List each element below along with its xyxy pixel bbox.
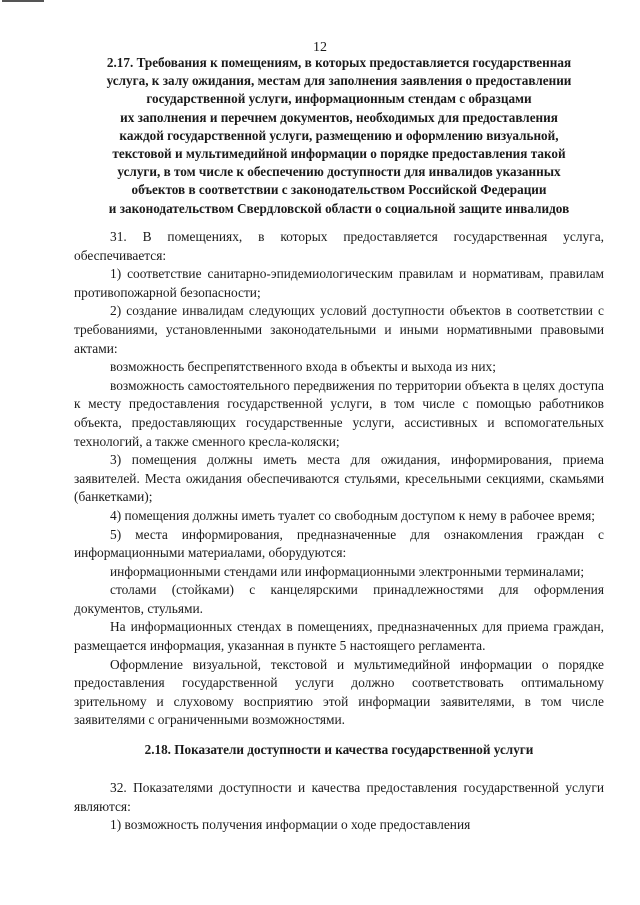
paragraph-entry-tables: столами (стойками) с канцелярскими принадлежностями для оформления документов, стульями. (74, 582, 604, 616)
heading-line: текстовой и мультимедийной информации о порядке предоставления такой (112, 146, 566, 162)
heading-line: объектов в соответствии с законодательством Российской Федерации (131, 182, 547, 198)
section-2-18-heading (74, 741, 604, 759)
paragraph-entry-movement: возможность самостоятельного передвижения по территории объекта в целях доступа к месту предоставления государственной услуги, в том числе с помощью работников объекта, предоставляющих государственные услуги, ассистивных и вспомогательных технологий, а также сменного кресла-коляски; (74, 377, 604, 449)
scan-corner-mark (2, 0, 44, 2)
section-2-18-body (74, 779, 604, 835)
paragraph-32-intro: 32. Показателями доступности и качества предоставления государственной услуги являются: (74, 780, 604, 814)
paragraph-entry-stands: информационными стендами или информационными электронными терминалами; (110, 563, 585, 579)
paragraph-31-intro: 31. В помещениях, в которых предоставляется государственная услуга, обеспечивается: (74, 229, 604, 263)
heading-line: государственной услуги, информационным стендам с образцами (146, 91, 532, 107)
paragraph-design: Оформление визуальной, текстовой и мультимедийной информации о порядке предоставления государственной услуги должно соответствовать оптимальному зрительному и слуховому восприятию этой информации заявителями, в том числе заявителями с ограниченными возможностями. (74, 656, 604, 728)
section-2-17-heading (74, 54, 604, 218)
paragraph-info-stands: На информационных стендах в помещениях, предназначенных для приема граждан, размещается информация, указанная в пункте 5 настоящего регламента. (74, 619, 604, 654)
page-number: 12 (313, 40, 327, 55)
heading-line: 2.18. Показатели доступности и качества государственной услуги (144, 742, 534, 757)
paragraph-entry-access: возможность беспрепятственного входа в объекты и выхода из них; (110, 359, 496, 375)
section-2-17-body (74, 228, 604, 730)
paragraph-item-4: 4) помещения должны иметь туалет со свободным доступом к нему в рабочее время; (110, 507, 595, 523)
heading-line: услуга, к залу ожидания, местам для заполнения заявления о предоставлении (106, 73, 572, 89)
heading-line: каждой государственной услуги, размещению и оформлению визуальной, (119, 127, 559, 143)
heading-line: и законодательством Свердловской области о социальной защите инвалидов (108, 200, 570, 216)
paragraph-item-1: 1) соответствие санитарно-эпидемиологическим правилам и нормативам, правилам противопожарной безопасности; (74, 266, 604, 300)
paragraph-32-item-1: 1) возможность получения информации о ходе предоставления (110, 817, 471, 833)
heading-line: 2.17. Требования к помещениям, в которых предоставляется государственная (106, 55, 572, 70)
heading-line: их заполнения и перечнем документов, необходимых для предоставления (120, 109, 558, 125)
paragraph-item-3: 3) помещения должны иметь места для ожидания, информирования, приема заявителей. Места ожидания обеспечиваются стульями, кресельными секциями, скамьями (банкетками); (74, 452, 604, 505)
paragraph-item-5: 5) места информирования, предназначенные для ознакомления граждан с информационными материалами, оборудуются: (74, 526, 604, 561)
heading-line: услуги, в том числе к обеспечению доступности для инвалидов указанных (117, 164, 561, 180)
paragraph-item-2: 2) создание инвалидам следующих условий доступности объектов в соответствии с требованиями, установленными законодательными и иными нормативными правовыми актами: (74, 303, 604, 356)
